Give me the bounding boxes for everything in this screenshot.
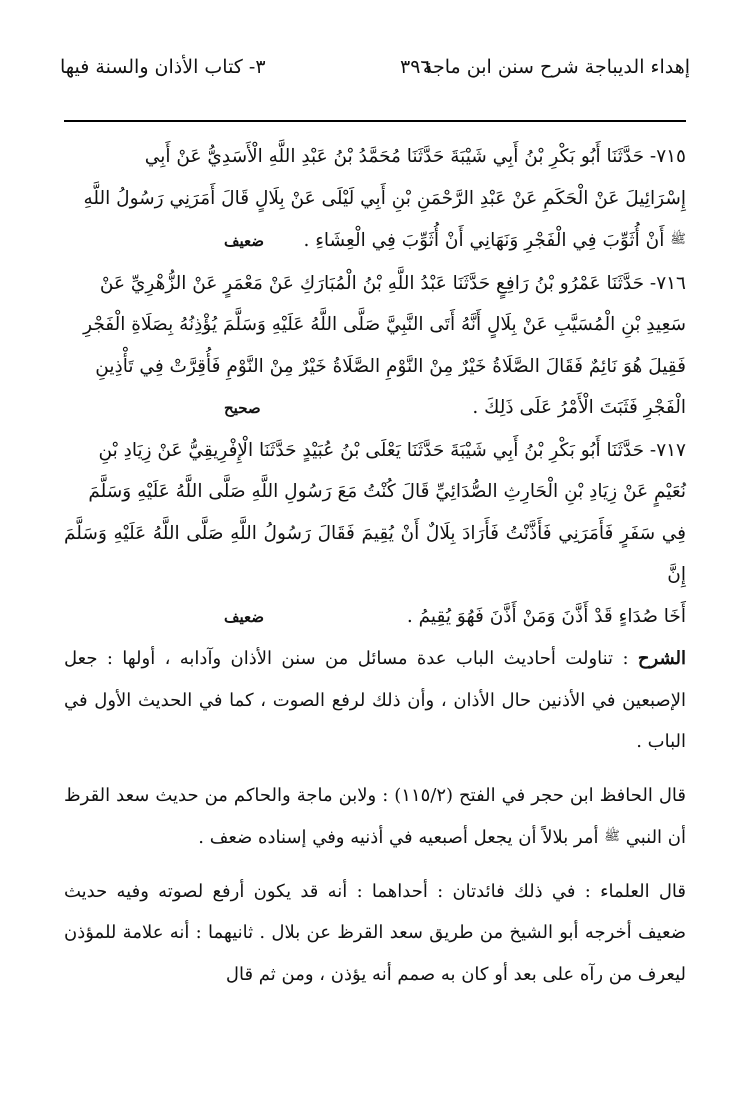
hadith-line: إِسْرَائِيلَ عَنْ الْحَكَمِ عَنْ عَبْدِ الرَّحْمَنِ بْنِ أَبِي لَيْلَى عَنْ بِلَالٍ قَالَ أَمَرَنِي رَسُولُ اللَّهِ [83, 187, 686, 209]
hadith-line: نُعَيْمٍ عَنْ زِيَادِ بْنِ الْحَارِثِ الصُّدَائِيِّ قَالَ كُنْتُ مَعَ رَسُولِ اللَّهِ صَلَّى اللَّهُ عَلَيْهِ وَسَلَّمَ [88, 481, 686, 502]
book-title: إهداء الديباجة شرح سنن ابن ماجة [422, 56, 690, 78]
hadith-715 [64, 136, 686, 263]
hadith-717 [64, 430, 686, 639]
salutation-glyph: ﷺ [604, 829, 620, 844]
hadith-line: فَقِيلَ هُوَ نَائِمٌ فَقَالَ الصَّلَاةُ خَيْرٌ مِنْ النَّوْمِ الصَّلَاةُ خَيْرٌ مِنْ النَّوْمِ فَأُقِرَّتْ فِي تَأْذِينِ [95, 355, 686, 377]
commentary-paragraph-2: قال الحافظ ابن حجر في الفتح (١١٥/٢) : ولابن ماجة والحاكم من حديث سعد القرظ أن النبي ﷺ أمر بلالاً أن يجعل أصبعيه في أذنيه وفي إسناده ضعف . [64, 784, 686, 848]
commentary-section [64, 638, 686, 995]
hadith-last-line [64, 596, 686, 639]
hadith-line: فِي سَفَرٍ فَأَمَرَنِي فَأَذَّنْتُ فَأَرَادَ بِلَالٌ أَنْ يُقِيمَ فَقَالَ رَسُولُ اللَّهِ صَلَّى اللَّهُ عَلَيْهِ وَسَلَّمَ إِنَّ [64, 522, 686, 585]
grade-label: ضعيف [224, 607, 265, 626]
hadith-line: ٧١٧- حَدَّثَنَا أَبُو بَكْرِ بْنُ أَبِي شَيْبَةَ حَدَّثَنَا يَعْلَى بْنُ عُبَيْدٍ حَدَّثَنَا الْإِفْرِيقِيُّ عَنْ زِيَادِ بْنِ [98, 439, 686, 461]
hadith-last-line [64, 219, 686, 263]
hadith-text: ﷺ أَنْ أُثَوِّبَ فِي الْفَجْرِ وَنَهَانِي أَنْ أُثَوِّبَ فِي الْعِشَاءِ . [303, 230, 686, 251]
hadith-text: الْفَجْرِ فَثَبَتَ الْأَمْرُ عَلَى ذَلِكَ . [472, 397, 686, 418]
hadith-text: أَخَا صُدَاءٍ قَدْ أَذَّنَ وَمَنْ أَذَّنَ فَهُوَ يُقِيمُ . [406, 605, 686, 627]
commentary-paragraph-3: قال العلماء : في ذلك فائدتان : أحداهما : أنه قد يكون أرفع لصوته وفيه حديث ضعيف أخرجه أبو الشيخ من طريق سعد القرظ عن بلال . ثانيهما : أنه علامة للمؤذن ليعرف من رآه على بعد أو كان به صمم أنه يؤذن ، ومن ثم قال [64, 880, 686, 985]
hadith-716 [64, 263, 686, 430]
page-body [64, 136, 686, 995]
commentary-label: الشرح [637, 648, 686, 669]
grade-label: ضعيف [224, 232, 265, 250]
salutation-glyph: ﷺ [670, 232, 686, 247]
hadith-line: ٧١٦- حَدَّثَنَا عَمْرُو بْنُ رَافِعٍ حَدَّثَنَا عَبْدُ اللَّهِ بْنُ الْمُبَارَكِ عَنْ مَعْمَرٍ عَنْ الزُّهْرِيِّ عَنْ [99, 272, 686, 294]
page-number: ٣٩٦ [400, 56, 431, 78]
hadith-last-line [64, 387, 686, 430]
chapter-title: ٣- كتاب الأذان والسنة فيها [60, 56, 266, 78]
grade-label: صحيح [224, 399, 261, 417]
commentary-paragraph-1: الشرح : تناولت أحاديث الباب عدة مسائل من سنن الأذان وآدابه ، أولها : جعل الإصبعين في الأذنين حال الأذان ، وأن ذلك لرفع الصوت ، كما في الحديث الأول في الباب . [64, 648, 686, 752]
hadith-line: ٧١٥- حَدَّثَنَا أَبُو بَكْرِ بْنُ أَبِي شَيْبَةَ حَدَّثَنَا مُحَمَّدُ بْنُ عَبْدِ اللَّهِ الْأَسَدِيُّ عَنْ أَبِي [144, 146, 686, 167]
hadith-line: سَعِيدِ بْنِ الْمُسَيَّبِ عَنْ بِلَالٍ أَنَّهُ أَتَى النَّبِيَّ صَلَّى اللَّهُ عَلَيْهِ وَسَلَّمَ يُؤْذِنُهُ بِصَلَاةِ الْفَجْرِ [83, 314, 686, 335]
running-header [60, 56, 690, 92]
header-divider [64, 120, 686, 122]
